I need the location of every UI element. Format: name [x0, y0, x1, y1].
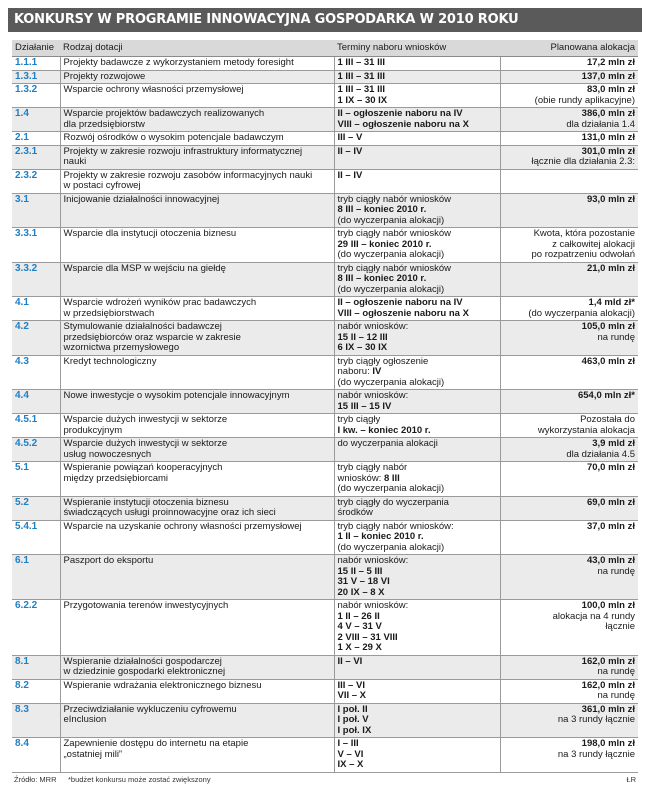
table-row	[12, 132, 638, 146]
grant-type-line: Nowe inwestycje o wysokim potencjale innowacyjnym	[63, 390, 290, 401]
grant-type-line: produkcyjnym	[63, 424, 123, 436]
grant-type-line: „ostatniej mili”	[63, 748, 123, 760]
planned-allocation-cell	[500, 228, 638, 263]
planned-allocation-line: wykorzystania alokacja	[537, 424, 635, 436]
grant-type-line: Zapewnienie dostępu do internetu na etapie	[63, 738, 249, 749]
action-code: 2.1	[12, 132, 60, 146]
application-dates-line: tryb ciągły nabór wniosków	[337, 228, 452, 239]
grant-type-line: Wsparcie wdrożeń wyników prac badawczych	[63, 297, 257, 308]
action-code: 6.2.2	[12, 600, 60, 656]
grant-type-line: Przygotowania terenów inwestycyjnych	[63, 600, 229, 611]
planned-allocation-line: 93,0 mln zł	[586, 193, 635, 205]
table-row	[12, 520, 638, 555]
planned-allocation-line: 100,0 mln zł	[581, 600, 635, 611]
table-row	[12, 228, 638, 263]
grant-type-cell	[60, 496, 334, 520]
application-dates-line: II – ogłoszenie naboru na IV	[337, 297, 463, 308]
application-dates-cell	[334, 738, 500, 773]
header-grant-type: Rodzaj dotacji	[60, 40, 334, 57]
grant-type-line: Wspieranie wdrażania elektronicznego biznesu	[63, 679, 262, 691]
application-dates-cell	[334, 679, 500, 703]
application-dates-line: 1 II – koniec 2010 r.	[337, 531, 424, 542]
action-code: 8.4	[12, 738, 60, 773]
application-dates-line: 1 III – 31 III	[337, 70, 386, 82]
grant-type-cell	[60, 555, 334, 600]
grant-type-line: Projekty w zakresie rozwoju zasobów informacyjnych nauki	[63, 169, 313, 181]
table-row	[12, 555, 638, 600]
planned-allocation-cell	[500, 390, 638, 414]
grant-type-cell	[60, 132, 334, 146]
grant-type-cell	[60, 679, 334, 703]
table-body	[12, 57, 638, 773]
planned-allocation-line: 1,4 mld zł*	[588, 297, 635, 308]
planned-allocation-line: dla działania 4.5	[566, 448, 635, 460]
application-dates-line: II – ogłoszenie naboru na IV	[337, 108, 463, 119]
application-dates-cell	[334, 655, 500, 679]
application-dates-cell	[334, 108, 500, 132]
application-dates-line: III – V	[337, 132, 363, 143]
grant-type-line: przedsiębiorców oraz wsparcie w zakresie	[63, 331, 241, 343]
table-row	[12, 414, 638, 438]
table-row	[12, 738, 638, 773]
planned-allocation-line: na 3 rundy łącznie	[557, 748, 635, 760]
action-code: 5.1	[12, 462, 60, 497]
action-code: 3.1	[12, 193, 60, 228]
application-dates-line: tryb ciągły nabór wniosków	[337, 193, 452, 205]
planned-allocation-line: 17,2 mln zł	[586, 57, 635, 68]
application-dates-line: 1 III – 31 III	[337, 57, 386, 68]
planned-allocation-cell	[500, 70, 638, 84]
application-dates-line: VIII – ogłoszenie naboru na X	[337, 118, 469, 130]
application-dates-cell	[334, 390, 500, 414]
application-dates-line: 1 III – 31 III	[337, 84, 386, 95]
planned-allocation-line: dla działania 1.4	[566, 118, 635, 130]
application-dates-cell	[334, 555, 500, 600]
application-dates-cell	[334, 600, 500, 656]
grant-type-line: Wsparcie dla MSP w wejściu na giełdę	[63, 262, 226, 274]
planned-allocation-line: 301,0 mln zł	[581, 145, 635, 157]
grant-type-line: Wsparcie ochrony własności przemysłowej	[63, 84, 244, 95]
planned-allocation-cell	[500, 169, 638, 193]
planned-allocation-line: (do wyczerpania alokacji)	[528, 307, 635, 319]
planned-allocation-cell	[500, 600, 638, 656]
grant-type-line: dla przedsiębiorstw	[63, 118, 145, 130]
application-dates-line: (do wyczerpania alokacji)	[337, 483, 445, 494]
table-row	[12, 84, 638, 108]
application-dates-cell	[334, 57, 500, 71]
planned-allocation-cell	[500, 321, 638, 356]
grant-type-cell	[60, 169, 334, 193]
grant-type-cell	[60, 703, 334, 738]
planned-allocation-cell	[500, 84, 638, 108]
table-row	[12, 169, 638, 193]
planned-allocation-line: 43,0 mln zł	[586, 555, 635, 566]
planned-allocation-line: łącznie	[605, 621, 635, 632]
planned-allocation-cell	[500, 703, 638, 738]
grant-type-cell	[60, 414, 334, 438]
budget-footnote: *budżet konkursu może zostać zwiększony	[68, 775, 211, 784]
table-row	[12, 703, 638, 738]
action-code: 4.2	[12, 321, 60, 356]
grant-type-cell	[60, 655, 334, 679]
application-dates-cell	[334, 297, 500, 321]
application-dates-line: nabór wniosków:	[337, 390, 409, 401]
application-dates-line: III – VI	[337, 679, 365, 691]
grant-type-line: wzornictwa przemysłowego	[63, 342, 180, 353]
grant-type-cell	[60, 738, 334, 773]
planned-allocation-line: 83,0 mln zł	[586, 84, 635, 95]
application-dates-cell	[334, 132, 500, 146]
application-dates-line: nabór wniosków:	[337, 600, 409, 611]
grant-type-line: usług nowoczesnych	[63, 448, 152, 460]
planned-allocation-line: Pozostała do	[580, 414, 635, 425]
planned-allocation-line: na 3 rundy łącznie	[557, 714, 635, 725]
planned-allocation-cell	[500, 193, 638, 228]
grant-type-line: Projekty w zakresie rozwoju infrastruktury informatycznej	[63, 145, 303, 157]
grant-type-cell	[60, 297, 334, 321]
planned-allocation-line: na rundę	[597, 666, 635, 677]
header-application-dates: Terminy naboru wniosków	[334, 40, 500, 57]
application-dates-line: II – IV	[337, 169, 363, 181]
table-row	[12, 390, 638, 414]
application-dates-line: 20 IX – 8 X	[337, 586, 385, 598]
grant-type-cell	[60, 355, 334, 390]
application-dates-line: tryb ciągły ogłoszenie	[337, 355, 429, 367]
grant-type-line: Wspieranie instytucji otoczenia biznesu	[63, 496, 229, 508]
planned-allocation-line: 37,0 mln zł	[586, 520, 635, 532]
grant-type-line: świadczących usługi proinnowacyjne oraz ich sieci	[63, 507, 276, 518]
grant-type-line: Wsparcie projektów badawczych realizowanych	[63, 108, 265, 119]
action-code: 8.3	[12, 703, 60, 738]
table-row	[12, 262, 638, 297]
grant-type-cell	[60, 462, 334, 497]
application-dates-line: (do wyczerpania alokacji)	[337, 249, 445, 260]
grant-type-cell	[60, 57, 334, 71]
grant-type-line: Projekty badawcze z wykorzystaniem metody foresight	[63, 57, 294, 68]
grant-type-line: w przedsiębiorstwach	[63, 307, 155, 319]
application-dates-line: I poł. IX	[337, 724, 372, 736]
application-dates-cell	[334, 355, 500, 390]
grant-type-line: w dziedzinie gospodarki elektronicznej	[63, 666, 226, 677]
application-dates-line: VIII – ogłoszenie naboru na X	[337, 307, 469, 319]
grants-table-wrap	[12, 40, 638, 773]
application-dates-line: (do wyczerpania alokacji)	[337, 541, 445, 553]
table-row	[12, 679, 638, 703]
application-dates-line: 8 III – koniec 2010 r.	[337, 204, 427, 215]
table-row	[12, 70, 638, 84]
application-dates-line: 31 V – 18 VI	[337, 576, 390, 587]
table-header-row	[12, 40, 638, 57]
application-dates-line: wniosków: 8 III	[337, 472, 400, 484]
grant-type-cell	[60, 193, 334, 228]
table-row	[12, 57, 638, 71]
grant-type-line: nauki	[63, 156, 87, 167]
application-dates-cell	[334, 321, 500, 356]
grant-type-line: Wsparcie na uzyskanie ochrony własności przemysłowej	[63, 520, 302, 532]
grant-type-cell	[60, 228, 334, 263]
planned-allocation-line: 162,0 mln zł	[581, 655, 635, 667]
table-row	[12, 600, 638, 656]
header-action: Działanie	[12, 40, 60, 57]
application-dates-line: II – IV	[337, 145, 363, 157]
action-code: 1.4	[12, 108, 60, 132]
application-dates-line: do wyczerpania alokacji	[337, 438, 438, 449]
grant-type-cell	[60, 600, 334, 656]
action-code: 2.3.2	[12, 169, 60, 193]
application-dates-line: 15 III – 15 IV	[337, 400, 392, 412]
action-code: 3.3.2	[12, 262, 60, 297]
table-row	[12, 462, 638, 497]
grant-type-line: Projekty rozwojowe	[63, 70, 146, 82]
planned-allocation-line: 70,0 mln zł	[586, 462, 635, 473]
application-dates-line: tryb ciągły nabór wniosków:	[337, 520, 454, 532]
planned-allocation-cell	[500, 520, 638, 555]
application-dates-line: 8 III – koniec 2010 r.	[337, 273, 427, 284]
application-dates-cell	[334, 414, 500, 438]
grant-type-line: eInclusion	[63, 714, 107, 725]
table-row	[12, 297, 638, 321]
application-dates-line: I poł. V	[337, 714, 369, 725]
planned-allocation-cell	[500, 132, 638, 146]
application-dates-line: II – VI	[337, 655, 363, 667]
planned-allocation-cell	[500, 655, 638, 679]
planned-allocation-line: 69,0 mln zł	[586, 496, 635, 508]
action-code: 4.5.2	[12, 438, 60, 462]
grant-type-cell	[60, 390, 334, 414]
grant-type-cell	[60, 262, 334, 297]
grant-type-line: Wspieranie działalności gospodarczej	[63, 655, 222, 667]
planned-allocation-line: 654,0 mln zł*	[577, 390, 635, 401]
application-dates-cell	[334, 462, 500, 497]
table-row	[12, 193, 638, 228]
planned-allocation-line: łącznie dla działania 2.3:	[531, 156, 635, 167]
planned-allocation-cell	[500, 145, 638, 169]
grant-type-line: Wsparcie dużych inwestycji w sektorze	[63, 438, 228, 449]
planned-allocation-line: z całkowitej alokacji	[552, 238, 635, 250]
planned-allocation-line: alokacja na 4 rundy	[552, 610, 635, 622]
application-dates-line: IX – X	[337, 759, 364, 770]
application-dates-line: (do wyczerpania alokacji)	[337, 283, 445, 295]
grant-type-line: Rozwój ośrodków o wysokim potencjale badawczym	[63, 132, 284, 143]
application-dates-line: 15 II – 12 III	[337, 331, 388, 343]
grant-type-cell	[60, 84, 334, 108]
planned-allocation-line: 137,0 mln zł	[581, 70, 635, 82]
application-dates-cell	[334, 520, 500, 555]
application-dates-line: (do wyczerpania alokacji)	[337, 214, 445, 226]
table-row	[12, 355, 638, 390]
planned-allocation-cell	[500, 297, 638, 321]
grant-type-cell	[60, 108, 334, 132]
application-dates-line: tryb ciągły	[337, 414, 381, 425]
planned-allocation-cell	[500, 262, 638, 297]
grant-type-line: w postaci cyfrowej	[63, 180, 141, 191]
grant-type-line: Inicjowanie działalności innowacyjnej	[63, 193, 220, 205]
application-dates-cell	[334, 169, 500, 193]
application-dates-line: 2 VIII – 31 VIII	[337, 631, 398, 643]
planned-allocation-cell	[500, 496, 638, 520]
application-dates-line: nabór wniosków:	[337, 555, 409, 566]
application-dates-line: 6 IX – 30 IX	[337, 342, 388, 353]
planned-allocation-cell	[500, 555, 638, 600]
planned-allocation-line: (obie rundy aplikacyjne)	[534, 94, 635, 106]
application-dates-cell	[334, 703, 500, 738]
grant-type-line: Wspieranie powiązań kooperacyjnych	[63, 462, 223, 473]
action-code: 8.1	[12, 655, 60, 679]
grant-type-line: Przeciwdziałanie wykluczeniu cyfrowemu	[63, 703, 237, 715]
author-initials: ŁR	[626, 775, 636, 784]
action-code: 2.3.1	[12, 145, 60, 169]
grant-type-line: Wsparcie dla instytucji otoczenia biznesu	[63, 228, 237, 239]
application-dates-line: nabór wniosków:	[337, 321, 409, 332]
application-dates-cell	[334, 262, 500, 297]
grant-type-cell	[60, 145, 334, 169]
table-row	[12, 496, 638, 520]
application-dates-line: tryb ciągły nabór wniosków	[337, 262, 452, 274]
planned-allocation-line: 21,0 mln zł	[586, 262, 635, 274]
planned-allocation-line: po rozpatrzeniu odwołań	[531, 249, 635, 260]
application-dates-line: I kw. – koniec 2010 r.	[337, 424, 431, 436]
action-code: 4.3	[12, 355, 60, 390]
application-dates-cell	[334, 70, 500, 84]
application-dates-line: środków	[337, 507, 373, 518]
action-code: 4.4	[12, 390, 60, 414]
planned-allocation-line: Kwota, która pozostanie	[533, 228, 635, 239]
planned-allocation-line: 162,0 mln zł	[581, 679, 635, 691]
table-row	[12, 655, 638, 679]
grant-type-line: Stymulowanie działalności badawczej	[63, 321, 222, 332]
grant-type-line: Kredyt technologiczny	[63, 355, 157, 367]
planned-allocation-cell	[500, 355, 638, 390]
planned-allocation-line: 198,0 mln zł	[581, 738, 635, 749]
grant-type-cell	[60, 70, 334, 84]
planned-allocation-cell	[500, 108, 638, 132]
application-dates-line: 15 II – 5 III	[337, 565, 383, 577]
grant-type-line: między przedsiębiorcami	[63, 472, 169, 484]
application-dates-cell	[334, 145, 500, 169]
application-dates-line: 1 IX – 30 IX	[337, 94, 388, 106]
table-row	[12, 108, 638, 132]
application-dates-cell	[334, 193, 500, 228]
grant-type-cell	[60, 520, 334, 555]
action-code: 4.1	[12, 297, 60, 321]
application-dates-cell	[334, 84, 500, 108]
table-row	[12, 145, 638, 169]
planned-allocation-line: 131,0 mln zł	[581, 132, 635, 143]
planned-allocation-line: 361,0 mln zł	[581, 703, 635, 715]
application-dates-line: 1 II – 26 II	[337, 610, 380, 622]
application-dates-line: 1 X – 29 X	[337, 642, 382, 653]
source-note: Źródło: MRR	[14, 775, 57, 784]
planned-allocation-line: 3,9 mld zł	[592, 438, 635, 449]
action-code: 4.5.1	[12, 414, 60, 438]
planned-allocation-line: 463,0 mln zł	[581, 355, 635, 367]
grant-type-line: Paszport do eksportu	[63, 555, 154, 566]
action-code: 1.3.2	[12, 84, 60, 108]
application-dates-line: I poł. II	[337, 703, 368, 715]
planned-allocation-cell	[500, 414, 638, 438]
application-dates-line: (do wyczerpania alokacji)	[337, 376, 445, 388]
action-code: 6.1	[12, 555, 60, 600]
header-planned-allocation: Planowana alokacja	[500, 40, 638, 57]
application-dates-cell	[334, 228, 500, 263]
planned-allocation-cell	[500, 679, 638, 703]
application-dates-cell	[334, 496, 500, 520]
page-title: KONKURSY W PROGRAMIE INNOWACYJNA GOSPODARKA W 2010 ROKU	[8, 8, 642, 32]
action-code: 5.2	[12, 496, 60, 520]
planned-allocation-cell	[500, 57, 638, 71]
action-code: 8.2	[12, 679, 60, 703]
action-code: 5.4.1	[12, 520, 60, 555]
grant-type-line: Wsparcie dużych inwestycji w sektorze	[63, 414, 228, 425]
action-code: 3.3.1	[12, 228, 60, 263]
action-code: 1.3.1	[12, 70, 60, 84]
planned-allocation-cell	[500, 462, 638, 497]
application-dates-line: tryb ciągły do wyczerpania	[337, 496, 449, 508]
application-dates-line: VII – X	[337, 690, 367, 701]
application-dates-line: I – III	[337, 738, 359, 749]
application-dates-line: tryb ciągły nabór	[337, 462, 408, 473]
application-dates-line: naboru: IV	[337, 366, 382, 377]
planned-allocation-line: na rundę	[597, 690, 635, 701]
table-row	[12, 438, 638, 462]
application-dates-cell	[334, 438, 500, 462]
planned-allocation-cell	[500, 738, 638, 773]
grant-type-cell	[60, 321, 334, 356]
application-dates-line: 29 III – koniec 2010 r.	[337, 238, 432, 250]
planned-allocation-line: 386,0 mln zł	[581, 108, 635, 119]
grants-table	[12, 40, 638, 773]
planned-allocation-line: 105,0 mln zł	[581, 321, 635, 332]
application-dates-line: 4 V – 31 V	[337, 621, 382, 632]
grant-type-cell	[60, 438, 334, 462]
planned-allocation-cell	[500, 438, 638, 462]
action-code: 1.1.1	[12, 57, 60, 71]
application-dates-line: V – VI	[337, 748, 364, 760]
table-row	[12, 321, 638, 356]
planned-allocation-line: na rundę	[597, 565, 635, 577]
planned-allocation-line: na rundę	[597, 331, 635, 343]
